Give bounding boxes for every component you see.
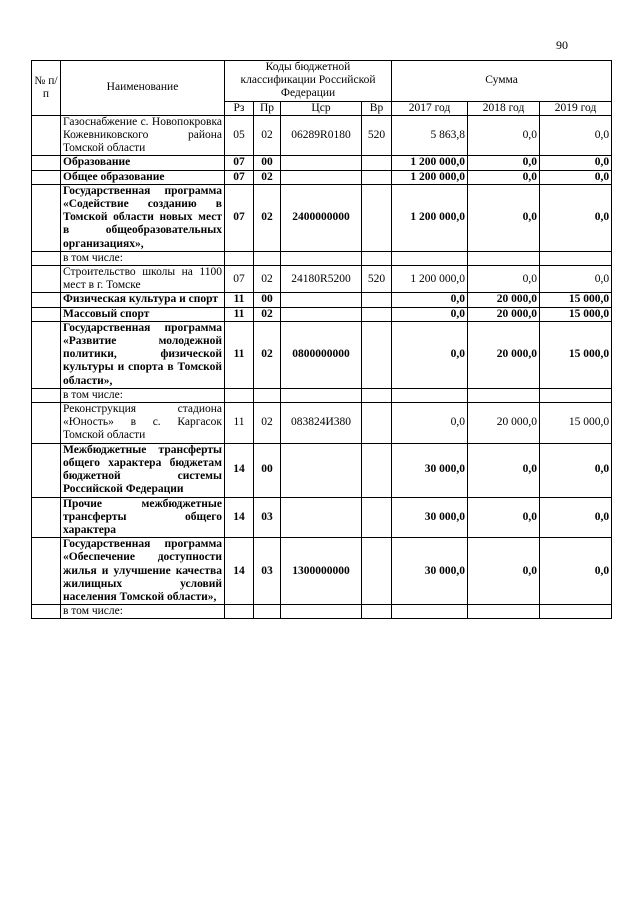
cell-vr xyxy=(362,307,392,321)
cell-num xyxy=(32,184,61,251)
cell-2019: 15 000,0 xyxy=(540,321,612,388)
cell-2017: 30 000,0 xyxy=(392,497,468,538)
cell-name: Государственная программа «Развитие молодежной политики, физической культуры и спорта в Томской области», xyxy=(61,321,225,388)
cell-pr: 00 xyxy=(254,293,281,307)
cell-vr xyxy=(362,293,392,307)
cell-2018: 20 000,0 xyxy=(468,403,540,444)
budget-table xyxy=(31,60,612,619)
cell-pr: 02 xyxy=(254,321,281,388)
cell-num xyxy=(32,538,61,605)
cell-name: Массовый спорт xyxy=(61,307,225,321)
cell-rz: 11 xyxy=(225,321,254,388)
cell-csr xyxy=(281,388,362,402)
table-row xyxy=(32,293,612,307)
cell-num xyxy=(32,497,61,538)
cell-csr: 0800000000 xyxy=(281,321,362,388)
cell-2018: 20 000,0 xyxy=(468,321,540,388)
cell-2017: 1 200 000,0 xyxy=(392,184,468,251)
cell-2018 xyxy=(468,388,540,402)
cell-num xyxy=(32,443,61,497)
cell-name: в том числе: xyxy=(61,251,225,265)
cell-vr xyxy=(362,443,392,497)
cell-rz: 05 xyxy=(225,115,254,156)
cell-name: Государственная программа «Обеспечение доступности жилья и улучшение качества жилищных условий населения Томской области», xyxy=(61,538,225,605)
header-2018: 2018 год xyxy=(468,101,540,115)
cell-vr: 520 xyxy=(362,266,392,293)
cell-rz: 14 xyxy=(225,497,254,538)
cell-name: в том числе: xyxy=(61,605,225,619)
header-name: Наименование xyxy=(61,61,225,116)
table-body xyxy=(32,115,612,619)
cell-csr xyxy=(281,307,362,321)
cell-2019: 0,0 xyxy=(540,115,612,156)
cell-pr: 02 xyxy=(254,266,281,293)
cell-rz: 07 xyxy=(225,266,254,293)
cell-2019 xyxy=(540,605,612,619)
cell-2019: 15 000,0 xyxy=(540,293,612,307)
cell-csr: 24180R5200 xyxy=(281,266,362,293)
cell-2017: 30 000,0 xyxy=(392,443,468,497)
table-row xyxy=(32,321,612,388)
cell-name: Газоснабжение с. Новопокровка Кожевниковского района Томской области xyxy=(61,115,225,156)
header-sum: Сумма xyxy=(392,61,612,102)
cell-pr: 02 xyxy=(254,115,281,156)
cell-2017: 1 200 000,0 xyxy=(392,266,468,293)
cell-2018: 0,0 xyxy=(468,497,540,538)
cell-vr xyxy=(362,388,392,402)
header-num: № п/п xyxy=(32,61,61,116)
cell-2017 xyxy=(392,388,468,402)
header-vr: Вр xyxy=(362,101,392,115)
cell-name: Образование xyxy=(61,156,225,170)
cell-2018 xyxy=(468,605,540,619)
cell-rz: 11 xyxy=(225,293,254,307)
cell-vr xyxy=(362,170,392,184)
cell-2018: 0,0 xyxy=(468,170,540,184)
cell-2019: 0,0 xyxy=(540,184,612,251)
cell-rz xyxy=(225,251,254,265)
cell-pr: 02 xyxy=(254,170,281,184)
cell-2018: 0,0 xyxy=(468,266,540,293)
cell-2018 xyxy=(468,251,540,265)
cell-vr xyxy=(362,321,392,388)
cell-num xyxy=(32,388,61,402)
cell-2019: 0,0 xyxy=(540,497,612,538)
cell-2017: 1 200 000,0 xyxy=(392,156,468,170)
cell-csr xyxy=(281,497,362,538)
cell-pr xyxy=(254,388,281,402)
cell-2018: 0,0 xyxy=(468,156,540,170)
cell-rz xyxy=(225,605,254,619)
table-row xyxy=(32,388,612,402)
cell-2017 xyxy=(392,251,468,265)
cell-csr xyxy=(281,251,362,265)
table-row xyxy=(32,403,612,444)
table-row xyxy=(32,184,612,251)
cell-pr: 03 xyxy=(254,538,281,605)
cell-2018: 0,0 xyxy=(468,443,540,497)
cell-num xyxy=(32,403,61,444)
cell-2019: 0,0 xyxy=(540,266,612,293)
cell-name: Реконструкция стадиона «Юность» в с. Каргасок Томской области xyxy=(61,403,225,444)
cell-vr xyxy=(362,538,392,605)
cell-name: Физическая культура и спорт xyxy=(61,293,225,307)
table-row xyxy=(32,170,612,184)
table-row xyxy=(32,605,612,619)
cell-pr xyxy=(254,251,281,265)
cell-2017 xyxy=(392,605,468,619)
table-row xyxy=(32,266,612,293)
cell-csr xyxy=(281,293,362,307)
table-header xyxy=(32,61,612,116)
cell-vr xyxy=(362,156,392,170)
cell-rz: 14 xyxy=(225,443,254,497)
cell-2019: 15 000,0 xyxy=(540,403,612,444)
cell-2019: 0,0 xyxy=(540,538,612,605)
cell-num xyxy=(32,605,61,619)
cell-name: Государственная программа «Содействие созданию в Томской области новых мест в общеобразовательных организациях», xyxy=(61,184,225,251)
cell-rz: 11 xyxy=(225,403,254,444)
cell-csr: 2400000000 xyxy=(281,184,362,251)
header-2017: 2017 год xyxy=(392,101,468,115)
cell-name: Общее образование xyxy=(61,170,225,184)
cell-rz: 07 xyxy=(225,156,254,170)
table-row xyxy=(32,497,612,538)
cell-num xyxy=(32,266,61,293)
table-row xyxy=(32,115,612,156)
page-number: 90 xyxy=(556,38,568,52)
cell-2017: 30 000,0 xyxy=(392,538,468,605)
cell-pr: 00 xyxy=(254,156,281,170)
table-row xyxy=(32,538,612,605)
cell-pr: 02 xyxy=(254,307,281,321)
cell-name: в том числе: xyxy=(61,388,225,402)
cell-num xyxy=(32,251,61,265)
cell-2018: 0,0 xyxy=(468,115,540,156)
cell-2018: 20 000,0 xyxy=(468,307,540,321)
cell-2017: 0,0 xyxy=(392,403,468,444)
header-2019: 2019 год xyxy=(540,101,612,115)
header-rz: Рз xyxy=(225,101,254,115)
cell-2019 xyxy=(540,388,612,402)
table-row xyxy=(32,307,612,321)
cell-name: Межбюджетные трансферты общего характера бюджетам бюджетной системы Российской Федерации xyxy=(61,443,225,497)
cell-2017: 0,0 xyxy=(392,307,468,321)
table-row xyxy=(32,251,612,265)
cell-num xyxy=(32,293,61,307)
cell-csr xyxy=(281,605,362,619)
cell-pr: 02 xyxy=(254,184,281,251)
cell-vr xyxy=(362,605,392,619)
cell-vr xyxy=(362,251,392,265)
cell-2018: 20 000,0 xyxy=(468,293,540,307)
cell-2019 xyxy=(540,251,612,265)
cell-2019: 0,0 xyxy=(540,156,612,170)
cell-2018: 0,0 xyxy=(468,538,540,605)
cell-2017: 0,0 xyxy=(392,321,468,388)
header-pr: Пр xyxy=(254,101,281,115)
header-codes: Коды бюджетной классификации Российской Федерации xyxy=(225,61,392,102)
cell-num xyxy=(32,156,61,170)
cell-2017: 5 863,8 xyxy=(392,115,468,156)
table-row xyxy=(32,443,612,497)
cell-2018: 0,0 xyxy=(468,184,540,251)
cell-pr: 03 xyxy=(254,497,281,538)
cell-csr: 06289R0180 xyxy=(281,115,362,156)
cell-vr: 520 xyxy=(362,115,392,156)
header-csr: Цср xyxy=(281,101,362,115)
cell-name: Строительство школы на 1100 мест в г. Томске xyxy=(61,266,225,293)
cell-rz: 07 xyxy=(225,170,254,184)
cell-2017: 0,0 xyxy=(392,293,468,307)
cell-2019: 0,0 xyxy=(540,443,612,497)
cell-vr xyxy=(362,403,392,444)
cell-2019: 15 000,0 xyxy=(540,307,612,321)
cell-vr xyxy=(362,184,392,251)
cell-pr: 02 xyxy=(254,403,281,444)
cell-num xyxy=(32,115,61,156)
cell-2017: 1 200 000,0 xyxy=(392,170,468,184)
cell-num xyxy=(32,307,61,321)
cell-csr xyxy=(281,443,362,497)
cell-csr xyxy=(281,156,362,170)
cell-2019: 0,0 xyxy=(540,170,612,184)
cell-csr: 1300000000 xyxy=(281,538,362,605)
cell-name: Прочие межбюджетные трансферты общего характера xyxy=(61,497,225,538)
cell-vr xyxy=(362,497,392,538)
cell-rz xyxy=(225,388,254,402)
cell-rz: 14 xyxy=(225,538,254,605)
cell-csr: 083824И380 xyxy=(281,403,362,444)
cell-rz: 11 xyxy=(225,307,254,321)
cell-num xyxy=(32,321,61,388)
cell-pr xyxy=(254,605,281,619)
cell-num xyxy=(32,170,61,184)
table-row xyxy=(32,156,612,170)
cell-rz: 07 xyxy=(225,184,254,251)
cell-pr: 00 xyxy=(254,443,281,497)
cell-csr xyxy=(281,170,362,184)
